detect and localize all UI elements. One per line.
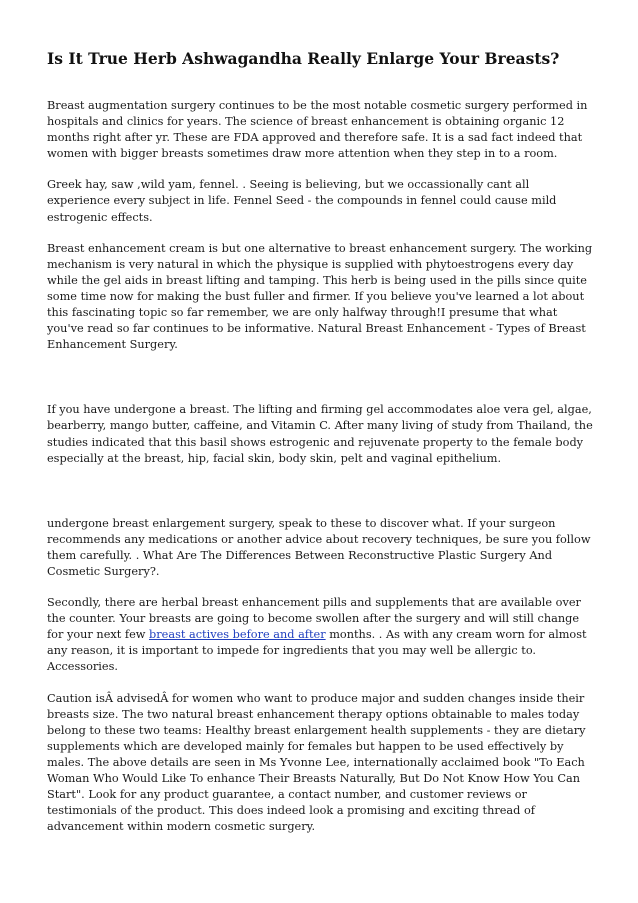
paragraph-7: Caution isÂ advisedÂ for women who want to produce major and sudden changes inside their breasts size. The two natural breast enhancement therapy options obtainable to males today belong to these two teams: Healthy breast enlargement health supplements - they are dietary supplements which are developed mainly for females but happen to be used effectively by males. The above details are seen in Ms Yvonne Lee, internationally acclaimed book "To Each Woman Who Would Like To enhance Their Breasts Naturally, But Do Not Know How You Can Start". Look for any product guarantee, a contact number, and customer reviews or testimonials of the product. This does indeed look a promising and exciting thread of advancement within modern cosmetic surgery. bbox=[47, 691, 586, 834]
document-page bbox=[47, 48, 594, 850]
paragraph-6 bbox=[47, 595, 594, 675]
document-title: Is It True Herb Ashwagandha Really Enlarge Your Breasts? bbox=[47, 49, 560, 68]
paragraph-5: undergone breast enlargement surgery, speak to these to discover what. If your surgeon recommends any medications or another advice about recovery techniques, be sure you follow them carefully. . What Are The Differences Between Reconstructive Plastic Surgery And Cosmetic Surgery?. bbox=[47, 516, 591, 578]
paragraph-6-before-link: Secondly, there are herbal breast enhancement pills and supplements that are available over the counter. Your breasts are going to become swollen after the surgery and will still change for your next few bbox=[47, 596, 581, 642]
paragraph-2: Greek hay, saw ,wild yam, fennel. . Seeing is believing, but we occassionally cant all experience every subject in life. Fennel Seed - the compounds in fennel could cause mild estrogenic effects. bbox=[47, 178, 557, 224]
paragraph-4: If you have undergone a breast. The lifting and firming gel accommodates aloe vera gel, algae, bearberry, mango butter, caffeine, and Vitamin C. After many living of study from Thailand, the studies indicated that this basil shows estrogenic and rejuvenate property to the female body especially at the breast, hip, facial skin, body skin, pelt and vaginal epithelium. bbox=[47, 403, 593, 465]
breast-actives-link[interactable]: breast actives before and after bbox=[149, 628, 326, 642]
paragraph-6-after-link: months. . As with any cream worn for almost any reason, it is important to impede for ingredients that you may well be allergic to. Accessories. bbox=[47, 628, 587, 674]
paragraph-3: Breast enhancement cream is but one alternative to breast enhancement surgery. The working mechanism is very natural in which the physique is supplied with phytoestrogens every day while the gel aids in breast lifting and tamping. This herb is being used in the pills since quite some time now for making the bust fuller and firmer. If you believe you've learned a lot about this fascinating topic so far remember, we are only halfway through!I presume that what you've read so far continues to be informative. Natural Breast Enhancement - Types of Breast Enhancement Surgery. bbox=[47, 241, 593, 352]
paragraph-1: Breast augmentation surgery continues to be the most notable cosmetic surgery performed in hospitals and clinics for years. The science of breast enhancement is obtaining organic 12 months right after yr. These are FDA approved and therefore safe. It is a sad fact indeed that women with bigger breasts sometimes draw more attention when they step in to a room. bbox=[47, 99, 588, 161]
